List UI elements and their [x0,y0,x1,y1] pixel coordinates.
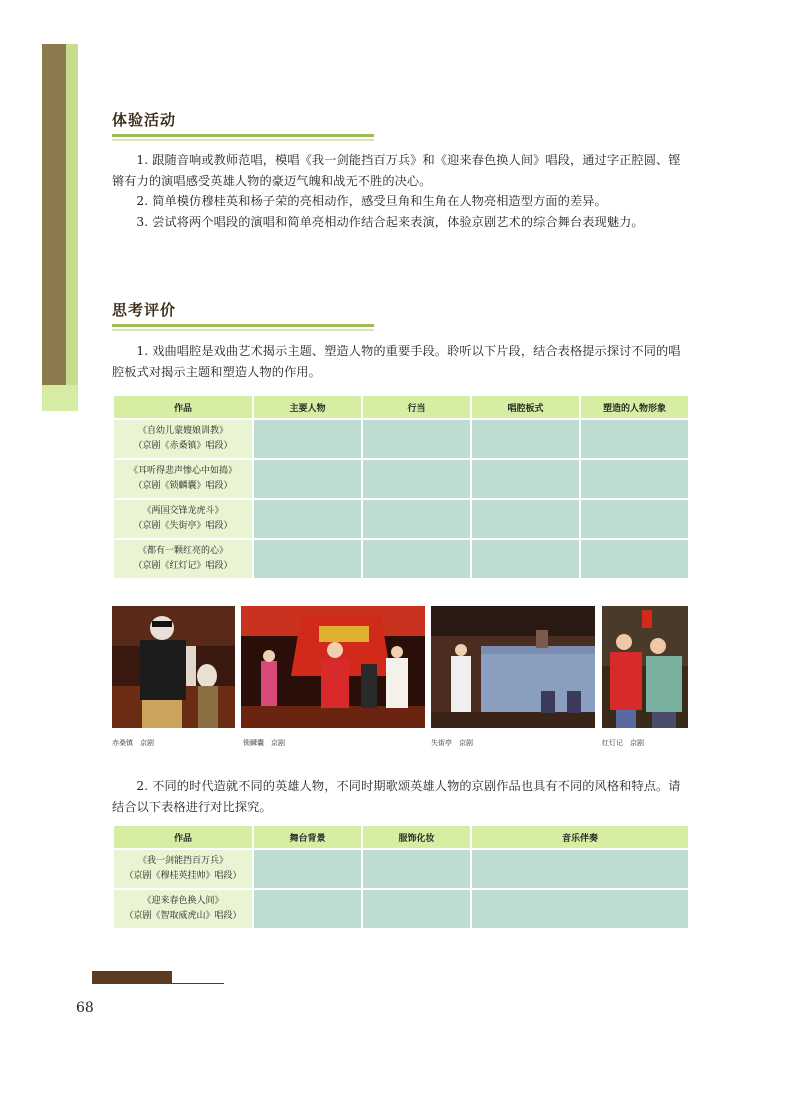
table-header-row [113,825,689,849]
photo-hongdengji [602,606,688,728]
answer-cell[interactable] [471,849,689,889]
footer-bar [92,971,172,983]
photo-caption: 失街亭 京剧 [431,739,473,747]
answer-cell[interactable] [253,539,362,579]
side-band-brown [42,44,66,385]
table-header-row [113,395,689,419]
photo-caption: 锁麟囊 京剧 [243,739,285,747]
table-row [113,499,689,539]
answer-cell[interactable] [580,419,689,459]
footer-line [92,983,224,984]
answer-cell[interactable] [580,539,689,579]
work-cell [113,459,253,499]
section-heading-evaluation [112,300,374,331]
work-source: （京剧《失街亭》唱段） [133,521,233,531]
work-title: 《我一剑能挡百万兵》 [137,856,228,866]
work-title: 《迎来春色换人间》 [142,896,224,906]
work-title: 《自幼儿蒙嫂娘训教》 [137,426,228,436]
work-cell [113,539,253,579]
work-cell [113,889,253,929]
table-row [113,419,689,459]
work-source: （京剧《穆桂英挂帅》唱段） [124,871,242,881]
section-title: 体验活动 [112,111,177,129]
work-title: 《两国交锋龙虎斗》 [142,506,224,516]
table-row [113,459,689,499]
answer-cell[interactable] [253,889,362,929]
work-cell [113,849,253,889]
section-title: 思考评价 [112,301,177,319]
answer-cell[interactable] [362,539,471,579]
photo-chisangzhen [112,606,235,728]
evaluation-item-1: 1. 戏曲唱腔是戏曲艺术揭示主题、塑造人物的重要手段。聆听以下片段，结合表格提示探讨不同的唱腔板式对揭示主题和塑造人物的作用。 [112,344,681,379]
table-row [113,849,689,889]
header-cell: 舞台背景 [253,825,362,849]
answer-cell[interactable] [580,499,689,539]
photo-caption: 红灯记 京剧 [602,739,644,747]
heading-rule-light [112,329,374,331]
singing-style-table [112,394,690,580]
answer-cell[interactable] [471,419,580,459]
answer-cell[interactable] [471,499,580,539]
photo-shijieting [431,606,595,728]
photo-caption: 赤桑镇 京剧 [112,739,154,747]
answer-cell[interactable] [362,889,471,929]
work-source: （京剧《智取威虎山》唱段） [124,911,242,921]
work-source: （京剧《红灯记》唱段） [133,561,233,571]
header-cell: 行当 [362,395,471,419]
work-title: 《耳听得悲声惨心中如捣》 [128,466,237,476]
answer-cell[interactable] [362,419,471,459]
work-source: （京剧《赤桑镇》唱段） [133,441,233,451]
answer-cell[interactable] [253,849,362,889]
activity-item-3: 3. 尝试将两个唱段的演唱和简单亮相动作结合起来表演，体验京剧艺术的综合舞台表现魅力。 [136,215,644,229]
header-cell: 唱腔板式 [471,395,580,419]
table-row [113,889,689,929]
hero-comparison-table [112,824,690,930]
answer-cell[interactable] [253,459,362,499]
answer-cell[interactable] [580,459,689,499]
answer-cell[interactable] [362,499,471,539]
answer-cell[interactable] [362,849,471,889]
photo-suolinnang [241,606,425,728]
evaluation-item-2: 2. 不同的时代造就不同的英雄人物，不同时期歌颂英雄人物的京剧作品也具有不同的风格和特点。请结合以下表格进行对比探究。 [112,779,681,814]
work-cell [113,419,253,459]
answer-cell[interactable] [253,499,362,539]
work-title: 《都有一颗红亮的心》 [137,546,228,556]
header-cell: 服饰化妆 [362,825,471,849]
header-cell: 塑造的人物形象 [580,395,689,419]
section-heading-experience [112,110,374,141]
table-row [113,539,689,579]
header-cell: 作品 [113,825,253,849]
answer-cell[interactable] [471,889,689,929]
heading-rule-light [112,139,374,141]
answer-cell[interactable] [253,419,362,459]
page-number: 68 [76,1000,94,1016]
side-band-tail [42,385,78,411]
answer-cell[interactable] [471,459,580,499]
side-band-green [66,44,78,385]
answer-cell[interactable] [362,459,471,499]
header-cell: 作品 [113,395,253,419]
work-source: （京剧《锁麟囊》唱段） [133,481,233,491]
heading-rule [112,134,374,137]
answer-cell[interactable] [471,539,580,579]
heading-rule [112,324,374,327]
activity-item-1: 1. 跟随音响或教师范唱，模唱《我一剑能挡百万兵》和《迎来春色换人间》唱段，通过字正腔圆、铿锵有力的演唱感受英雄人物的豪迈气魄和战无不胜的决心。 [112,153,681,188]
header-cell: 音乐伴奏 [471,825,689,849]
work-cell [113,499,253,539]
activity-item-2: 2. 简单模仿穆桂英和杨子荣的亮相动作，感受旦角和生角在人物亮相造型方面的差异。 [136,194,607,208]
header-cell: 主要人物 [253,395,362,419]
